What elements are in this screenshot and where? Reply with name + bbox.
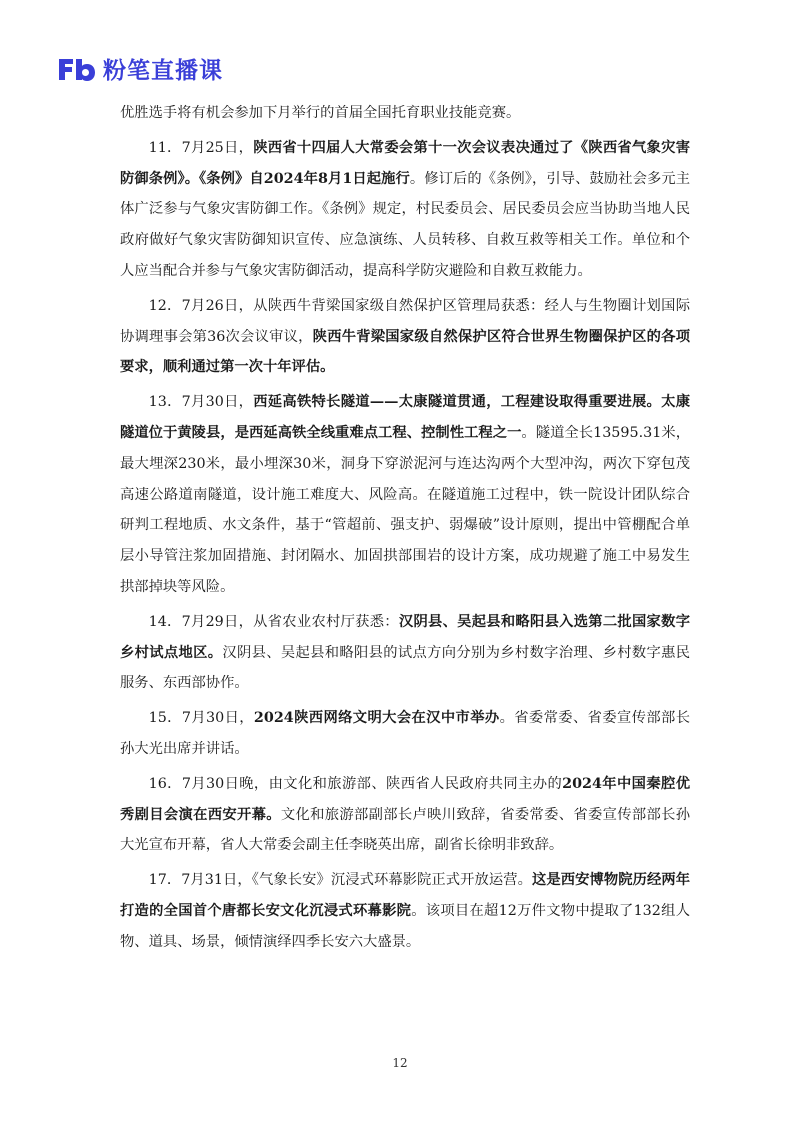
paragraph bbox=[120, 865, 690, 957]
text-run: 。修订后的《条例》，引导、鼓励社会多元主体广泛参与气象灾害防御工作。《条例》规定，村民委员会、居民委员会应当协助当地人民政府做好气象灾害防御知识宣传、应急演练、人员转移、自救互救等相关工作。单位和个人应当配合并参与气象灾害防御活动，提高科学防灾避险和自救互救能力。 bbox=[120, 170, 690, 279]
text-run: 文化和旅游部副部长卢映川致辞，省委常委、省委宣传部部长孙大光宣布开幕，省人大常委会副主任李晓英出席，副省长徐明非致辞。 bbox=[120, 806, 691, 854]
paragraph bbox=[120, 387, 690, 603]
bold-text: 2024年中国秦腔优秀剧目会演在西安开幕。 bbox=[120, 775, 690, 823]
bold-text: 2024陕西网络文明大会在汉中市举办 bbox=[253, 710, 500, 727]
text-run: 汉阴县、吴起县和略阳县的试点方向分别为乡村数字治理、乡村数字惠民服务、东西部协作。 bbox=[120, 644, 691, 692]
page-number: 12 bbox=[392, 1056, 408, 1070]
text-run: 15．7月30日， bbox=[148, 710, 254, 727]
paragraph bbox=[120, 703, 690, 765]
document-body bbox=[120, 98, 690, 962]
text-run: 12．7月26日，从陕西牛背梁国家级自然保护区管理局获悉：经人与生物圈计划国际协调理事会第36次会议审议， bbox=[120, 297, 690, 345]
text-run: 。隧道全长13595.31米，最大埋深230米，最小埋深30米，洞身下穿淤泥河与连达沟两个大型冲沟，两次下穿包茂高速公路道南隧道，设计施工难度大、风险高。在隧道施工过程中，铁一院设计团队综合研判工程地质、水文条件，基于“管超前、强支护、弱爆破”设计原则，提出中管棚配合单层小导管注浆加固措施、封闭隔水、加固拱部围岩的设计方案，成功规避了施工中易发生拱部掉块等风险。 bbox=[120, 424, 690, 595]
text-run: 11．7月25日， bbox=[148, 139, 254, 156]
brand-name: 粉笔直播课 bbox=[103, 58, 223, 84]
paragraph bbox=[120, 291, 690, 383]
page-header bbox=[57, 52, 223, 85]
text-run: 。省委常委、省委宣传部部长孙大光出席并讲话。 bbox=[120, 710, 690, 757]
bold-text: 汉阴县、吴起县和略阳县入选第二批国家数字乡村试点地区。 bbox=[120, 613, 690, 661]
paragraph bbox=[120, 769, 690, 861]
text-run: 优胜选手将有机会参加下月举行的首届全国托育职业技能竞赛。 bbox=[120, 105, 521, 121]
bold-text: 陕西牛背梁国家级自然保护区符合世界生物圈保护区的各项要求，顺利通过第一次十年评估。 bbox=[120, 328, 690, 376]
paragraph bbox=[120, 607, 690, 699]
text-run: 13．7月30日， bbox=[148, 394, 254, 411]
fenbi-logo-icon bbox=[57, 55, 97, 83]
bold-text: 陕西省十四届人大常委会第十一次会议表决通过了《陕西省气象灾害防御条例》。《条例》自2024年8月1日起施行 bbox=[120, 139, 691, 187]
text-run: 14．7月29日，从省农业农村厅获悉： bbox=[148, 613, 399, 630]
text-run: 17．7月31日，《气象长安》沉浸式环幕影院正式开放运营。 bbox=[148, 872, 533, 889]
paragraph bbox=[120, 133, 690, 287]
text-run: 。该项目在超12万件文物中提取了132组人物、道具、场景，倾情演绎四季长安六大盛景。 bbox=[120, 902, 690, 950]
paragraph bbox=[120, 98, 690, 129]
bold-text: 西延高铁特长隧道——太康隧道贯通，工程建设取得重要进展。太康隧道位于黄陵县，是西延高铁全线重难点工程、控制性工程之一 bbox=[120, 394, 691, 441]
bold-text: 这是西安博物院历经两年打造的全国首个唐都长安文化沉浸式环幕影院 bbox=[120, 872, 691, 919]
text-run: 16．7月30日晚，由文化和旅游部、陕西省人民政府共同主办的 bbox=[148, 775, 563, 792]
